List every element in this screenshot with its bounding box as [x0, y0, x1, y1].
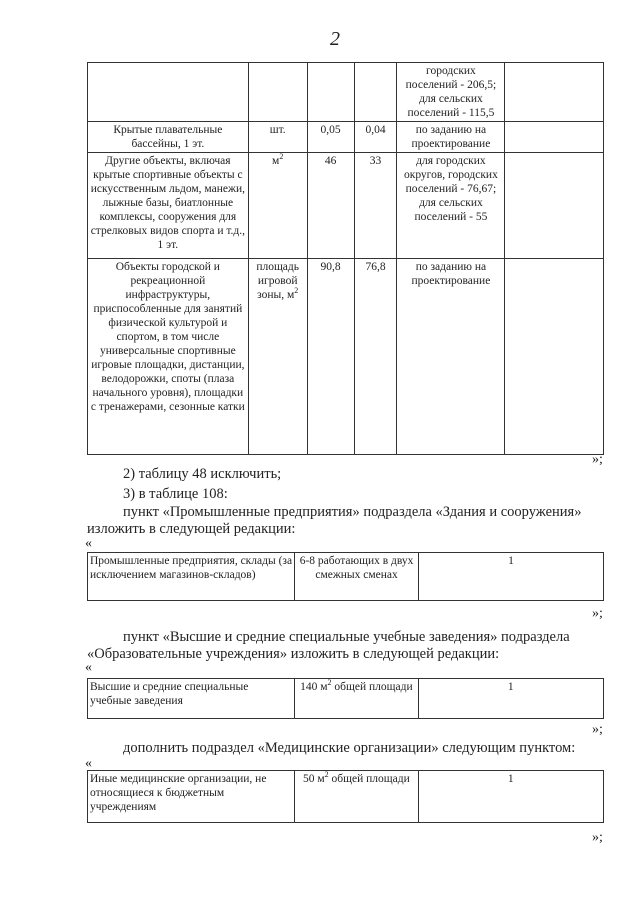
table-row: [88, 679, 604, 719]
value2-cell: 33: [354, 153, 397, 259]
education-table: [87, 678, 604, 719]
unit-cell: [248, 63, 307, 122]
facility-name-cell: [88, 63, 249, 122]
page-number: 2: [330, 28, 340, 50]
value-cell: 1: [418, 553, 603, 601]
unit-superscript: 2: [279, 152, 284, 162]
norm-text-suffix: общей площади: [331, 681, 413, 693]
value2-cell: [354, 63, 397, 122]
value-cell: 1: [418, 679, 603, 719]
facility-name-cell: Крытые плавательные бассейны, 1 эт.: [88, 122, 249, 153]
facility-name-cell: Промышленные предприятия, склады (за исключением магазинов-складов): [88, 553, 295, 601]
note-cell: по заданию на проектирование: [397, 259, 505, 455]
facility-name-cell: Другие объекты, включая крытые спортивные объекты с искусственным льдом, манежи, лыжные базы, биатлонные комплексы, сооружения для стрелковых видов спорта и т.д., 1 эт.: [88, 153, 249, 259]
unit-superscript: 2: [294, 286, 299, 296]
paragraph-3: дополнить подраздел «Медицинские организации» следующим пунктом:: [123, 740, 576, 756]
table-close-quote: »;: [592, 722, 603, 737]
empty-cell: [505, 63, 604, 122]
note-cell: по заданию на проектирование: [397, 122, 505, 153]
table-row: [88, 122, 604, 153]
empty-cell: [505, 153, 604, 259]
norm-superscript: 2: [324, 770, 329, 780]
item-2-text: 2) таблицу 48 исключить;: [123, 466, 282, 482]
table-row: [88, 63, 604, 122]
facility-name-cell: Высшие и средние специальные учебные заведения: [88, 679, 295, 719]
table-open-quote: «: [85, 756, 92, 771]
note-cell: для городских округов, городских поселений - 76,67; для сельских поселений - 55: [397, 153, 505, 259]
value2-cell: 0,04: [354, 122, 397, 153]
table-open-quote: «: [85, 536, 92, 551]
note-cell: городских поселений - 206,5; для сельских поселений - 115,5: [397, 63, 505, 122]
unit-cell: [248, 153, 307, 259]
item-3-text: 3) в таблице 108:: [123, 486, 228, 502]
value1-cell: 46: [307, 153, 354, 259]
norm-cell: 6-8 работающих в двух смежных сменах: [295, 553, 419, 601]
unit-text: площадь игровой зоны, м: [256, 261, 300, 301]
table-close-quote: »;: [592, 830, 603, 845]
norm-superscript: 2: [327, 678, 332, 688]
value1-cell: 90,8: [307, 259, 354, 455]
table-close-quote: »;: [592, 452, 603, 467]
empty-cell: [505, 122, 604, 153]
empty-cell: [505, 259, 604, 455]
norm-text: 50 м: [303, 773, 325, 785]
unit-cell: шт.: [248, 122, 307, 153]
value1-cell: [307, 63, 354, 122]
paragraph-1-line-2: изложить в следующей редакции:: [87, 521, 296, 537]
table-row: [88, 259, 604, 455]
table-close-quote: »;: [592, 606, 603, 621]
norm-text: 140 м: [300, 681, 328, 693]
unit-text: м: [272, 155, 280, 167]
paragraph-2-line-1: пункт «Высшие и средние специальные учебные заведения» подраздела: [123, 629, 570, 645]
unit-cell: [248, 259, 307, 455]
industrial-table: [87, 552, 604, 601]
value2-cell: 76,8: [354, 259, 397, 455]
paragraph-2-line-2: «Образовательные учреждения» изложить в следующей редакции:: [87, 646, 500, 662]
facility-name-cell: Объекты городской и рекреационной инфраструктуры, приспособленные для занятий физической культурой и спортом, в том числе универсальные спортивные игровые площадки, дистанции, велодорожки, споты (плаза начального уровня), площадки с тренажерами, сезонные катки: [88, 259, 249, 455]
table-row: [88, 153, 604, 259]
norm-cell: [295, 771, 418, 823]
sports-facilities-table: [87, 62, 604, 455]
facility-name-cell: Иные медицинские организации, не относящиеся к бюджетным учреждениям: [88, 771, 295, 823]
table-row: [88, 553, 604, 601]
medical-table: [87, 770, 604, 823]
table-open-quote: «: [85, 660, 92, 675]
table-row: [88, 771, 604, 823]
value1-cell: 0,05: [307, 122, 354, 153]
paragraph-1-line-1: пункт «Промышленные предприятия» подраздела «Здания и сооружения»: [123, 504, 582, 520]
norm-cell: [295, 679, 418, 719]
value-cell: 1: [418, 771, 603, 823]
norm-text-suffix: общей площади: [328, 773, 410, 785]
